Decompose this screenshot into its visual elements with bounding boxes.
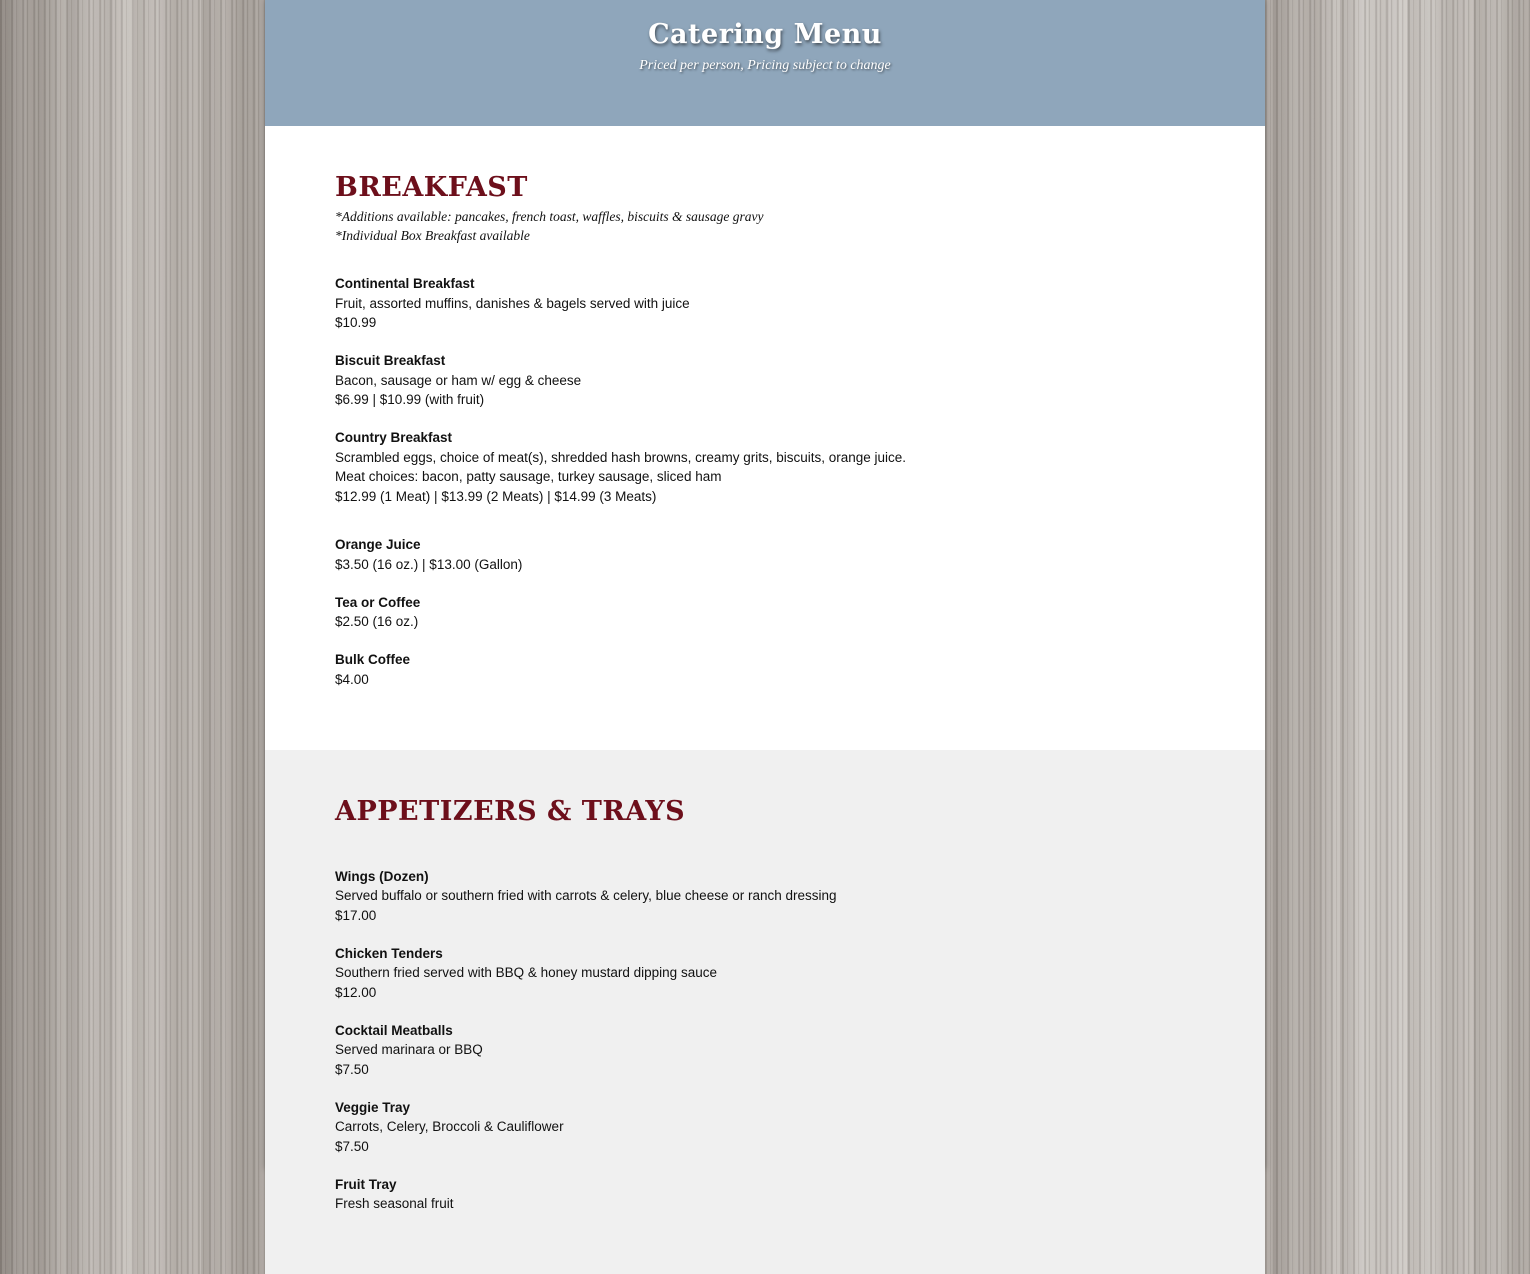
item-price: $2.50 (16 oz.) bbox=[335, 612, 1195, 632]
item-price: $3.50 (16 oz.) | $13.00 (Gallon) bbox=[335, 555, 1195, 575]
item-name: Wings (Dozen) bbox=[335, 867, 1195, 887]
page-subtitle: Priced per person, Pricing subject to change bbox=[265, 58, 1265, 74]
menu-item-continental-breakfast bbox=[335, 274, 1195, 333]
item-price: $17.00 bbox=[335, 906, 1195, 926]
breakfast-note: *Additions available: pancakes, french toast, waffles, biscuits & sausage gravy bbox=[335, 207, 1195, 226]
item-description: Carrots, Celery, Broccoli & Cauliflower bbox=[335, 1117, 1195, 1137]
item-name: Veggie Tray bbox=[335, 1098, 1195, 1118]
item-name: Chicken Tenders bbox=[335, 944, 1195, 964]
item-name: Continental Breakfast bbox=[335, 274, 1195, 294]
breakfast-note: *Individual Box Breakfast available bbox=[335, 226, 1195, 245]
section-title-breakfast: BREAKFAST bbox=[335, 171, 1195, 205]
menu-item-wings bbox=[335, 867, 1195, 926]
appetizers-section bbox=[265, 750, 1265, 1274]
breakfast-items bbox=[335, 274, 1195, 689]
menu-item-cocktail-meatballs bbox=[335, 1021, 1195, 1080]
item-price: $4.00 bbox=[335, 670, 1195, 690]
item-name: Orange Juice bbox=[335, 535, 1195, 555]
item-name: Bulk Coffee bbox=[335, 650, 1195, 670]
breakfast-section bbox=[265, 126, 1265, 750]
menu-item-country-breakfast bbox=[335, 428, 1195, 506]
appetizer-items bbox=[335, 867, 1195, 1214]
page-title: Catering Menu bbox=[265, 0, 1265, 52]
item-name: Biscuit Breakfast bbox=[335, 351, 1195, 371]
item-description: Served buffalo or southern fried with carrots & celery, blue cheese or ranch dressing bbox=[335, 886, 1195, 906]
menu-item-veggie-tray bbox=[335, 1098, 1195, 1157]
item-description: Meat choices: bacon, patty sausage, turkey sausage, sliced ham bbox=[335, 467, 1195, 487]
item-price: $12.99 (1 Meat) | $13.99 (2 Meats) | $14.99 (3 Meats) bbox=[335, 487, 1195, 507]
item-name: Cocktail Meatballs bbox=[335, 1021, 1195, 1041]
item-description: Bacon, sausage or ham w/ egg & cheese bbox=[335, 371, 1195, 391]
section-title-appetizers: APPETIZERS & TRAYS bbox=[335, 795, 1195, 829]
menu-item-biscuit-breakfast bbox=[335, 351, 1195, 410]
menu-item-orange-juice bbox=[335, 535, 1195, 574]
item-price: $12.00 bbox=[335, 983, 1195, 1003]
item-price: $7.50 bbox=[335, 1060, 1195, 1080]
menu-page bbox=[265, 0, 1265, 1169]
item-name: Fruit Tray bbox=[335, 1175, 1195, 1195]
item-price: $10.99 bbox=[335, 313, 1195, 333]
item-price: $7.50 bbox=[335, 1137, 1195, 1157]
item-description: Scrambled eggs, choice of meat(s), shredded hash browns, creamy grits, biscuits, orange juice. bbox=[335, 448, 1195, 468]
item-name: Tea or Coffee bbox=[335, 593, 1195, 613]
menu-item-tea-or-coffee bbox=[335, 593, 1195, 632]
item-description: Fresh seasonal fruit bbox=[335, 1194, 1195, 1214]
menu-item-bulk-coffee bbox=[335, 650, 1195, 689]
item-description: Served marinara or BBQ bbox=[335, 1040, 1195, 1060]
menu-item-fruit-tray bbox=[335, 1175, 1195, 1214]
item-description: Fruit, assorted muffins, danishes & bagels served with juice bbox=[335, 294, 1195, 314]
breakfast-notes bbox=[335, 207, 1195, 245]
item-price: $6.99 | $10.99 (with fruit) bbox=[335, 390, 1195, 410]
menu-item-chicken-tenders bbox=[335, 944, 1195, 1003]
item-name: Country Breakfast bbox=[335, 428, 1195, 448]
menu-header bbox=[265, 0, 1265, 126]
item-description: Southern fried served with BBQ & honey mustard dipping sauce bbox=[335, 963, 1195, 983]
